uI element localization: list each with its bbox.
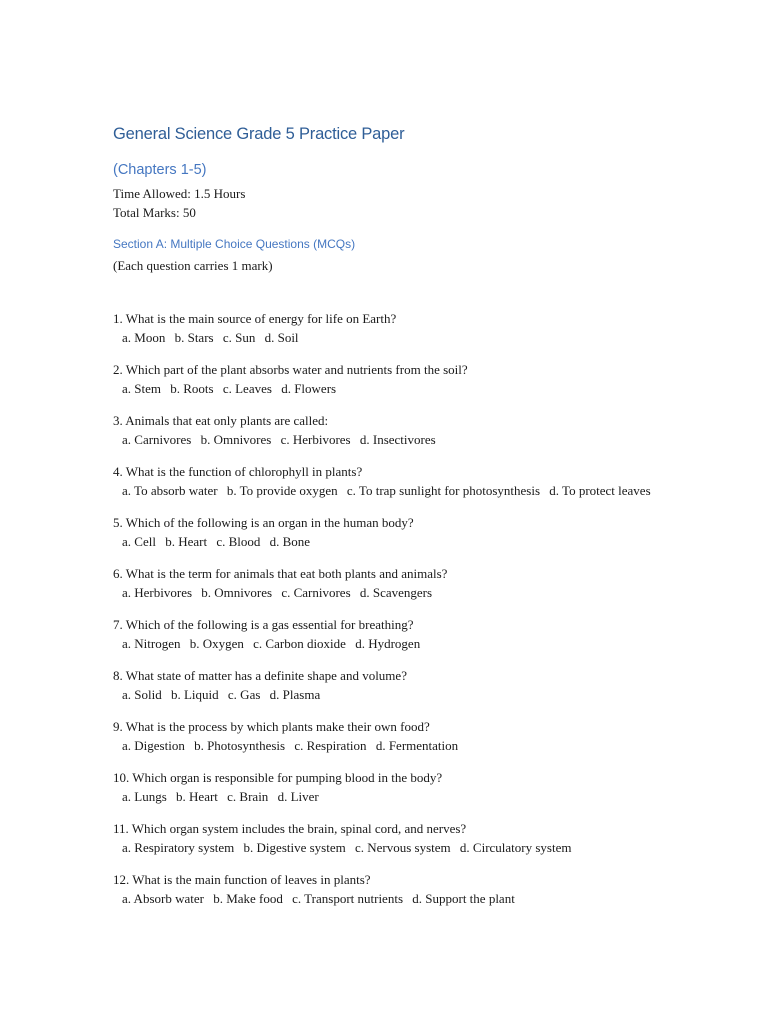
page-title: General Science Grade 5 Practice Paper	[113, 125, 405, 143]
answer-option: d. Hydrogen	[355, 636, 421, 651]
answer-options	[113, 838, 653, 857]
answer-option: c. Sun	[222, 330, 256, 345]
answer-option: d. To protect leaves	[549, 483, 651, 498]
question-list	[113, 309, 653, 921]
answer-option: c. Brain	[227, 789, 269, 804]
answer-option: a. To absorb water	[122, 483, 218, 498]
answer-options	[113, 328, 653, 347]
time-allowed: Time Allowed: 1.5 Hours	[113, 186, 246, 201]
answer-option: c. Respiration	[294, 738, 367, 753]
question-text: 12. What is the main function of leaves in plants?	[113, 872, 371, 887]
answer-option: c. Blood	[216, 534, 261, 549]
section-a-note: (Each question carries 1 mark)	[113, 258, 273, 273]
total-marks: Total Marks: 50	[113, 205, 196, 220]
question-item	[113, 360, 653, 398]
answer-option: c. Gas	[227, 687, 261, 702]
question-text: 8. What state of matter has a definite shape and volume?	[113, 668, 407, 683]
answer-option: d. Support the plant	[412, 891, 515, 906]
answer-option: b. Roots	[170, 381, 214, 396]
question-item	[113, 615, 653, 653]
answer-option: b. Oxygen	[189, 636, 244, 651]
answer-options	[113, 787, 653, 806]
question-item	[113, 819, 653, 857]
answer-option: a. Moon	[122, 330, 166, 345]
question-item	[113, 768, 653, 806]
answer-option: a. Herbivores	[122, 585, 193, 600]
answer-option: a. Carnivores	[122, 432, 192, 447]
question-item	[113, 717, 653, 755]
answer-option: d. Plasma	[269, 687, 321, 702]
answer-options	[113, 685, 653, 704]
question-text: 5. Which of the following is an organ in the human body?	[113, 515, 414, 530]
answer-option: d. Insectivores	[359, 432, 436, 447]
answer-option: b. Omnivores	[200, 432, 272, 447]
answer-option: b. Heart	[165, 534, 208, 549]
answer-options	[113, 481, 653, 500]
answer-options	[113, 532, 653, 551]
answer-option: a. Respiratory system	[122, 840, 235, 855]
answer-option: d. Flowers	[281, 381, 337, 396]
question-text: 4. What is the function of chlorophyll in plants?	[113, 464, 363, 479]
answer-option: a. Lungs	[122, 789, 167, 804]
answer-option: a. Nitrogen	[122, 636, 181, 651]
question-item	[113, 666, 653, 704]
answer-option: c. Herbivores	[280, 432, 351, 447]
question-text: 10. Which organ is responsible for pumping blood in the body?	[113, 770, 443, 785]
question-text: 1. What is the main source of energy for life on Earth?	[113, 311, 397, 326]
question-item	[113, 870, 653, 908]
answer-option: a. Cell	[122, 534, 156, 549]
answer-option: c. To trap sunlight for photosynthesis	[346, 483, 541, 498]
answer-option: b. Digestive system	[243, 840, 346, 855]
answer-option: a. Solid	[122, 687, 162, 702]
answer-option: c. Transport nutrients	[292, 891, 404, 906]
question-text: 7. Which of the following is a gas essential for breathing?	[113, 617, 414, 632]
answer-option: d. Circulatory system	[459, 840, 572, 855]
answer-options	[113, 583, 653, 602]
answer-option: b. Photosynthesis	[194, 738, 286, 753]
answer-option: a. Absorb water	[122, 891, 204, 906]
question-text: 11. Which organ system includes the brain, spinal cord, and nerves?	[113, 821, 467, 836]
question-item	[113, 411, 653, 449]
answer-options	[113, 634, 653, 653]
answer-option: b. Liquid	[170, 687, 219, 702]
answer-option: c. Leaves	[222, 381, 272, 396]
answer-option: a. Stem	[122, 381, 161, 396]
answer-option: b. Make food	[213, 891, 283, 906]
question-text: 3. Animals that eat only plants are called:	[113, 413, 329, 428]
question-text: 9. What is the process by which plants make their own food?	[113, 719, 430, 734]
answer-option: a. Digestion	[122, 738, 185, 753]
answer-option: b. Stars	[174, 330, 214, 345]
answer-option: d. Bone	[269, 534, 311, 549]
section-a-heading: Section A: Multiple Choice Questions (MCQs)	[113, 237, 356, 251]
answer-options	[113, 430, 653, 449]
answer-option: d. Scavengers	[359, 585, 433, 600]
chapters-subtitle: (Chapters 1-5)	[113, 162, 207, 178]
answer-option: c. Carbon dioxide	[253, 636, 346, 651]
answer-option: b. Omnivores	[201, 585, 273, 600]
question-text: 2. Which part of the plant absorbs water and nutrients from the soil?	[113, 362, 468, 377]
question-item	[113, 309, 653, 347]
answer-option: b. To provide oxygen	[226, 483, 338, 498]
question-item	[113, 564, 653, 602]
question-text: 6. What is the term for animals that eat both plants and animals?	[113, 566, 448, 581]
answer-option: c. Carnivores	[281, 585, 351, 600]
question-item	[113, 462, 653, 500]
answer-options	[113, 736, 653, 755]
answer-options	[113, 379, 653, 398]
answer-option: d. Soil	[264, 330, 299, 345]
answer-option: d. Liver	[277, 789, 319, 804]
question-item	[113, 513, 653, 551]
answer-options	[113, 889, 653, 908]
answer-option: b. Heart	[176, 789, 218, 804]
answer-option: d. Fermentation	[375, 738, 459, 753]
answer-option: c. Nervous system	[354, 840, 451, 855]
